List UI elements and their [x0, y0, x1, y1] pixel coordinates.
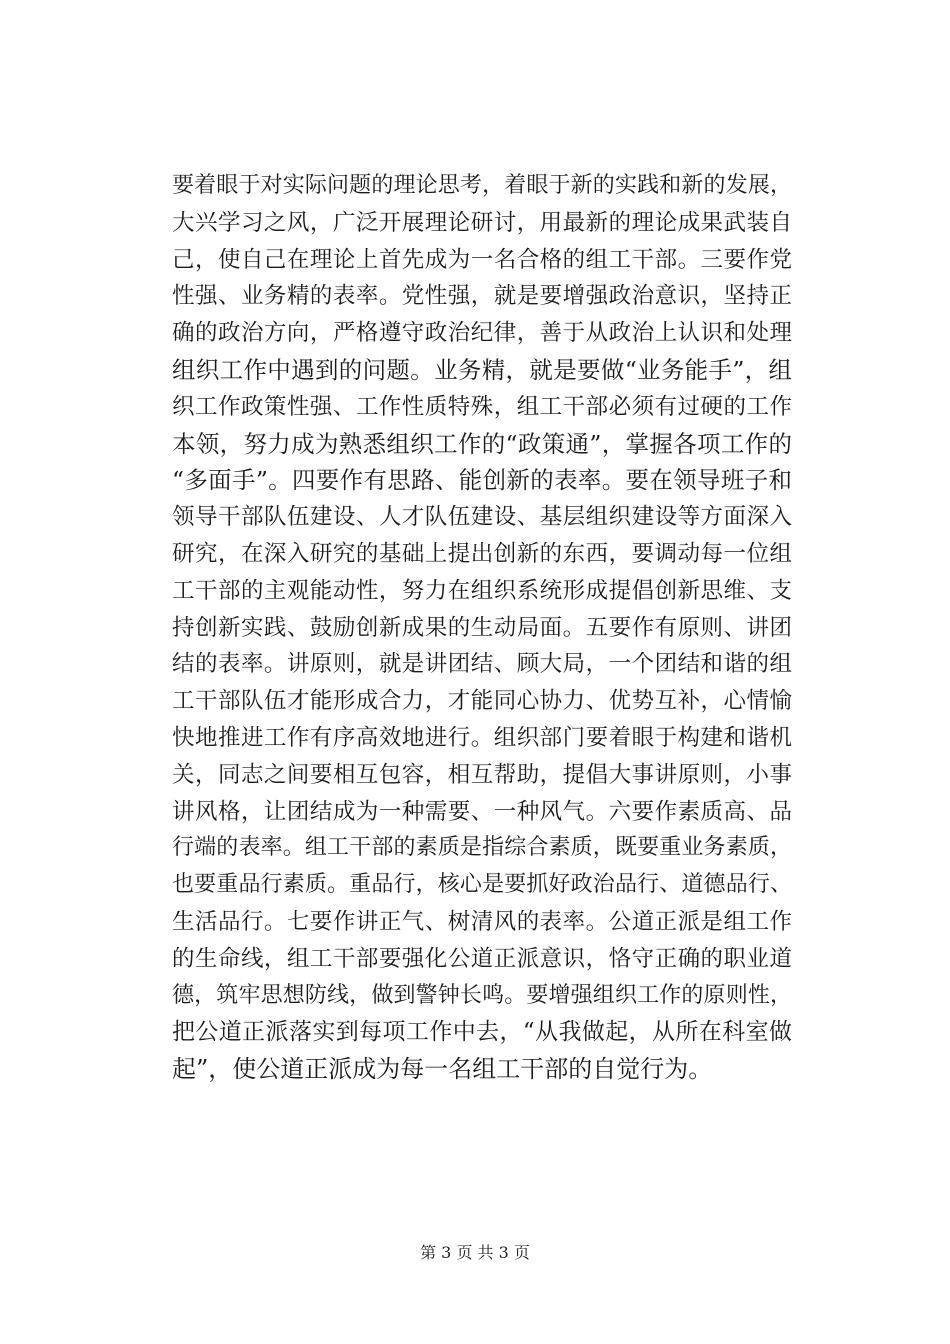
text-line: 行端的表率。组工干部的素质是指综合素质，既要重业务素质，	[172, 835, 792, 861]
text-line: 确的政治方向，严格遵守政治纪律，善于从政治上认识和处理	[172, 320, 792, 347]
text-line: 性强、业务精的表率。党性强，就是要增强政治意识，坚持正	[172, 283, 792, 310]
text-line: “多面手”。四要作有思路、能创新的表率。要在领导班子和	[172, 466, 792, 495]
text-line: 讲风格，让团结成为一种需要、一种风气。六要作素质高、品	[172, 798, 792, 825]
text-line: 的生命线，组工干部要强化公道正派意识，恪守正确的职业道	[172, 945, 792, 972]
text-line: 组织工作中遇到的问题。业务精，就是要做“业务能手”，组	[172, 355, 792, 384]
text-line: 也要重品行素质。重品行，核心是要抓好政治品行、道德品行、	[172, 872, 792, 898]
text-line: 结的表率。讲原则，就是讲团结、顾大局，一个团结和谐的组	[172, 651, 792, 678]
text-line: 起”，使公道正派成为每一名组工干部的自觉行为。	[172, 1055, 713, 1084]
text-line: 快地推进工作有序高效地进行。组织部门要着眼于构建和谐机	[172, 724, 792, 751]
text-line: 大兴学习之风，广泛开展理论研讨，用最新的理论成果武装自	[172, 209, 792, 236]
text-line: 本领，努力成为熟悉组织工作的“政策通”，掌握各项工作的	[172, 429, 792, 458]
text-line: 德，筑牢思想防线，做到警钟长鸣。要增强组织工作的原则性，	[172, 982, 792, 1008]
text-line: 工干部的主观能动性，努力在组织系统形成提倡创新思维、支	[172, 577, 792, 604]
text-line: 生活品行。七要作讲正气、树清风的表率。公道正派是组工作	[172, 908, 792, 935]
text-line: 己，使自己在理论上首先成为一名合格的组工干部。三要作党	[172, 246, 792, 273]
text-line: 研究，在深入研究的基础上提出创新的东西，要调动每一位组	[172, 540, 792, 567]
text-line: 持创新实践、鼓励创新成果的生动局面。五要作有原则、讲团	[172, 614, 792, 641]
page-number-footer: 第 3 页 共 3 页	[420, 1243, 530, 1262]
body-paragraph	[172, 168, 792, 1088]
text-line: 领导干部队伍建设、人才队伍建设、基层组织建设等方面深入	[172, 504, 792, 531]
text-line: 工干部队伍才能形成合力，才能同心协力、优势互补，心情愉	[172, 688, 792, 715]
text-line: 把公道正派落实到每项工作中去，“从我做起，从所在科室做	[172, 1019, 792, 1046]
text-line: 织工作政策性强、工作性质特殊，组工干部必须有过硬的工作	[172, 393, 792, 420]
text-line: 关，同志之间要相互包容，相互帮助，提倡大事讲原则，小事	[172, 761, 792, 788]
text-line: 要着眼于对实际问题的理论思考，着眼于新的实践和新的发展，	[172, 173, 792, 198]
